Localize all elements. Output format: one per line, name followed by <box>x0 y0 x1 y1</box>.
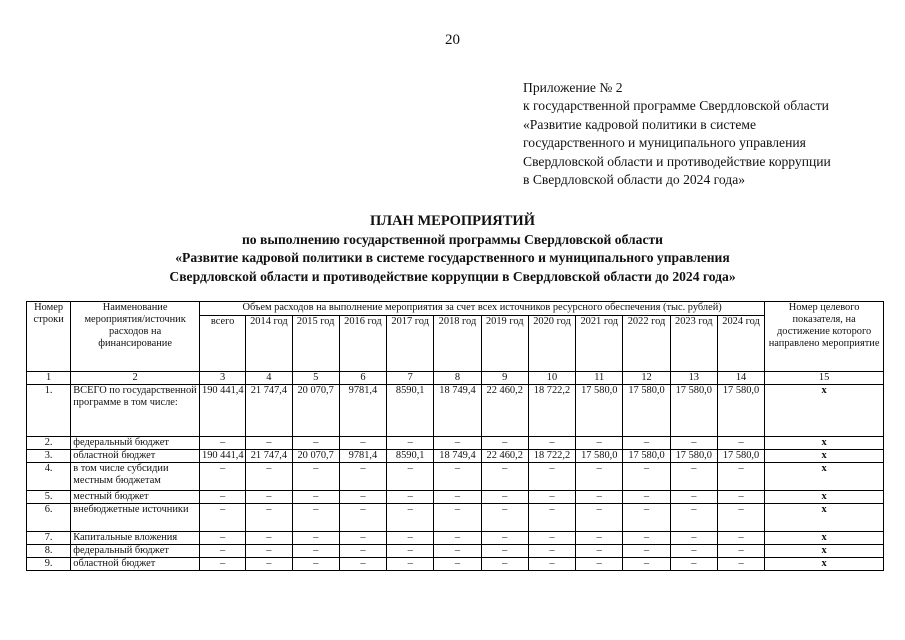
value-cell: – <box>434 437 481 450</box>
value-cell: – <box>481 437 528 450</box>
value-cell: – <box>481 463 528 491</box>
table-row <box>27 532 884 545</box>
value-cell: – <box>246 463 292 491</box>
value-cell: – <box>623 491 670 504</box>
value-cell: 22 460,2 <box>481 450 528 463</box>
value-cell: – <box>528 463 575 491</box>
plan-subtitle: по выполнению государственной программы Свердловской области <box>241 231 664 247</box>
plan-subtitle: Свердловской области и противодействие коррупции в Свердловской области до 2024 года» <box>169 268 736 284</box>
column-index: 7 <box>387 372 434 385</box>
value-cell: – <box>528 532 575 545</box>
value-cell: – <box>200 532 246 545</box>
value-cell: – <box>246 532 292 545</box>
target-cell: х <box>765 437 884 450</box>
table-row <box>27 385 884 437</box>
appendix-line: к государственной программе Свердловской области <box>523 98 829 114</box>
value-cell: – <box>387 504 434 532</box>
value-cell: – <box>292 437 339 450</box>
column-index: 10 <box>528 372 575 385</box>
column-index: 4 <box>246 372 292 385</box>
value-cell: – <box>434 463 481 491</box>
table-row <box>27 491 884 504</box>
appendix-line: государственного и муниципального управления <box>523 135 806 151</box>
value-cell: – <box>339 491 386 504</box>
value-cell: 8590,1 <box>387 385 434 437</box>
value-cell: 18 749,4 <box>434 450 481 463</box>
value-cell: – <box>623 532 670 545</box>
value-cell: – <box>623 545 670 558</box>
row-number: 3. <box>27 450 71 463</box>
value-cell: – <box>623 504 670 532</box>
value-cell: 8590,1 <box>387 450 434 463</box>
value-cell: – <box>576 532 623 545</box>
header-year: 2020 год <box>528 316 575 372</box>
value-cell: 9781,4 <box>339 385 386 437</box>
value-cell: – <box>623 558 670 571</box>
value-cell: – <box>670 504 717 532</box>
row-name: внебюджетные источники <box>71 504 200 532</box>
value-cell: – <box>387 558 434 571</box>
column-index: 14 <box>717 372 764 385</box>
value-cell: 22 460,2 <box>481 385 528 437</box>
value-cell: – <box>339 532 386 545</box>
value-cell: 190 441,4 <box>200 450 246 463</box>
target-cell: х <box>765 450 884 463</box>
value-cell: 18 722,2 <box>528 385 575 437</box>
header-year: 2015 год <box>292 316 339 372</box>
header-year: 2016 год <box>339 316 386 372</box>
target-cell: х <box>765 532 884 545</box>
appendix-line: в Свердловской области до 2024 года» <box>523 172 746 188</box>
table-row <box>27 450 884 463</box>
value-cell: 18 749,4 <box>434 385 481 437</box>
appendix-line: Свердловской области и противодействие коррупции <box>523 153 831 169</box>
header-name: Наименование мероприятия/источник расходов на финансирование <box>71 302 200 372</box>
value-cell: 20 070,7 <box>292 385 339 437</box>
column-index: 1 <box>27 372 71 385</box>
header-year: 2023 год <box>670 316 717 372</box>
value-cell: – <box>528 504 575 532</box>
value-cell: – <box>339 545 386 558</box>
value-cell: 17 580,0 <box>623 450 670 463</box>
value-cell: – <box>717 491 764 504</box>
header-year: 2022 год <box>623 316 670 372</box>
value-cell: – <box>481 532 528 545</box>
value-cell: – <box>200 504 246 532</box>
value-cell: – <box>481 545 528 558</box>
value-cell: – <box>670 437 717 450</box>
value-cell: – <box>246 558 292 571</box>
value-cell: – <box>434 491 481 504</box>
value-cell: – <box>670 463 717 491</box>
column-index: 12 <box>623 372 670 385</box>
header-target: Номер целевого показателя, на достижение которого направлено мероприятие <box>765 302 884 372</box>
page-number: 20 <box>445 32 460 48</box>
row-name: федеральный бюджет <box>71 437 200 450</box>
value-cell: – <box>292 491 339 504</box>
header-year: 2021 год <box>576 316 623 372</box>
value-cell: – <box>246 437 292 450</box>
row-number: 6. <box>27 504 71 532</box>
plan-title-block <box>0 212 905 286</box>
value-cell: – <box>200 545 246 558</box>
target-cell: х <box>765 491 884 504</box>
value-cell: – <box>387 545 434 558</box>
target-cell: х <box>765 545 884 558</box>
header-year: 2014 год <box>246 316 292 372</box>
value-cell: – <box>387 491 434 504</box>
value-cell: – <box>292 545 339 558</box>
plan-title: ПЛАН МЕРОПРИЯТИЙ <box>370 213 535 229</box>
value-cell: – <box>434 532 481 545</box>
column-index: 9 <box>481 372 528 385</box>
header-year: 2017 год <box>387 316 434 372</box>
value-cell: 17 580,0 <box>576 385 623 437</box>
appendix-line: Приложение № 2 <box>523 80 623 95</box>
value-cell: – <box>576 504 623 532</box>
value-cell: – <box>200 491 246 504</box>
value-cell: – <box>528 491 575 504</box>
value-cell: – <box>717 504 764 532</box>
header-year: 2024 год <box>717 316 764 372</box>
column-index: 15 <box>765 372 884 385</box>
value-cell: – <box>434 558 481 571</box>
table-row <box>27 437 884 450</box>
value-cell: – <box>387 463 434 491</box>
row-number: 4. <box>27 463 71 491</box>
value-cell: – <box>481 491 528 504</box>
value-cell: – <box>339 558 386 571</box>
target-cell: х <box>765 558 884 571</box>
value-cell: 9781,4 <box>339 450 386 463</box>
row-number: 5. <box>27 491 71 504</box>
value-cell: – <box>576 545 623 558</box>
value-cell: – <box>670 558 717 571</box>
row-number: 2. <box>27 437 71 450</box>
value-cell: – <box>292 558 339 571</box>
column-index: 13 <box>670 372 717 385</box>
value-cell: – <box>623 463 670 491</box>
header-year: 2019 год <box>481 316 528 372</box>
value-cell: 17 580,0 <box>623 385 670 437</box>
value-cell: – <box>434 504 481 532</box>
row-name: областной бюджет <box>71 558 200 571</box>
value-cell: – <box>200 558 246 571</box>
row-name: местный бюджет <box>71 491 200 504</box>
value-cell: – <box>576 463 623 491</box>
value-cell: – <box>339 437 386 450</box>
value-cell: – <box>292 532 339 545</box>
value-cell: 20 070,7 <box>292 450 339 463</box>
value-cell: – <box>717 463 764 491</box>
column-index: 8 <box>434 372 481 385</box>
value-cell: – <box>717 437 764 450</box>
column-index: 2 <box>71 372 200 385</box>
value-cell: 17 580,0 <box>717 450 764 463</box>
value-cell: 17 580,0 <box>670 385 717 437</box>
plan-subtitle: «Развитие кадровой политики в системе государственного и муниципального управления <box>175 250 730 266</box>
row-number: 8. <box>27 545 71 558</box>
value-cell: – <box>200 463 246 491</box>
value-cell: – <box>387 437 434 450</box>
row-name: ВСЕГО по государственной программе в том числе: <box>71 385 200 437</box>
value-cell: 18 722,2 <box>528 450 575 463</box>
value-cell: 21 747,4 <box>246 450 292 463</box>
column-index: 3 <box>200 372 246 385</box>
column-index: 5 <box>292 372 339 385</box>
header-total: всего <box>200 316 246 372</box>
table-row <box>27 504 884 532</box>
row-number: 7. <box>27 532 71 545</box>
row-name: Капитальные вложения <box>71 532 200 545</box>
value-cell: – <box>528 545 575 558</box>
value-cell: – <box>576 558 623 571</box>
value-cell: – <box>670 545 717 558</box>
table-row <box>27 545 884 558</box>
appendix-line: «Развитие кадровой политики в системе <box>523 116 757 132</box>
value-cell: – <box>670 532 717 545</box>
value-cell: – <box>576 491 623 504</box>
target-cell: х <box>765 504 884 532</box>
table-row <box>27 463 884 491</box>
value-cell: 21 747,4 <box>246 385 292 437</box>
table-row <box>27 558 884 571</box>
value-cell: – <box>528 437 575 450</box>
value-cell: – <box>434 545 481 558</box>
value-cell: – <box>200 437 246 450</box>
column-index: 6 <box>339 372 386 385</box>
value-cell: – <box>670 491 717 504</box>
value-cell: 17 580,0 <box>576 450 623 463</box>
value-cell: – <box>481 558 528 571</box>
value-cell: – <box>717 545 764 558</box>
value-cell: 190 441,4 <box>200 385 246 437</box>
row-name: в том числе субсидии местным бюджетам <box>71 463 200 491</box>
value-cell: – <box>623 437 670 450</box>
column-index: 11 <box>576 372 623 385</box>
value-cell: – <box>717 558 764 571</box>
value-cell: – <box>246 545 292 558</box>
value-cell: – <box>576 437 623 450</box>
row-name: областной бюджет <box>71 450 200 463</box>
value-cell: – <box>717 532 764 545</box>
header-expenses: Объем расходов на выполнение мероприятия за счет всех источников ресурсного обеспечения (тыс. рублей) <box>200 302 765 316</box>
value-cell: – <box>339 463 386 491</box>
value-cell: – <box>528 558 575 571</box>
value-cell: – <box>246 504 292 532</box>
value-cell: – <box>339 504 386 532</box>
appendix-block <box>523 79 831 189</box>
row-name: федеральный бюджет <box>71 545 200 558</box>
target-cell: х <box>765 463 884 491</box>
value-cell: – <box>292 463 339 491</box>
row-number: 1. <box>27 385 71 437</box>
header-row-number: Номер строки <box>27 302 71 372</box>
value-cell: – <box>292 504 339 532</box>
value-cell: 17 580,0 <box>670 450 717 463</box>
value-cell: – <box>481 504 528 532</box>
value-cell: 17 580,0 <box>717 385 764 437</box>
value-cell: – <box>246 491 292 504</box>
header-year: 2018 год <box>434 316 481 372</box>
target-cell: х <box>765 385 884 437</box>
row-number: 9. <box>27 558 71 571</box>
plan-table <box>26 301 884 571</box>
value-cell: – <box>387 532 434 545</box>
